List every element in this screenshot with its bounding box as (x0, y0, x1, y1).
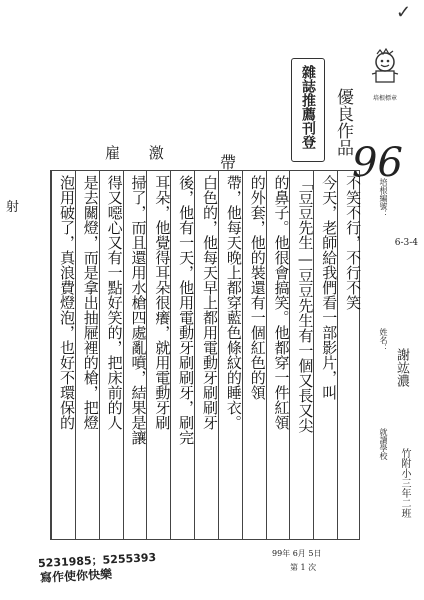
school-class-label: 就讀學校 (379, 428, 388, 460)
writing-grid (50, 170, 363, 540)
mascot-badge (358, 48, 412, 102)
grid-column (99, 171, 123, 539)
annotation-side-left: 射 (6, 200, 20, 215)
grid-column (266, 171, 290, 539)
grid-column (75, 171, 99, 539)
essay-grid-area (50, 170, 363, 540)
footer-date: 99年 6月 5日 (272, 549, 322, 558)
essay-column-text: 掃了，而且還用水槍四處亂噴，結果是讓 (129, 175, 148, 445)
grid-column (337, 171, 361, 539)
annotation-top-left: 雇 激 (105, 144, 176, 162)
grid-column (242, 171, 266, 539)
grid-column (146, 171, 170, 539)
essay-column-text: 泡用破了，真浪費燈泡，也好不環保的 (57, 175, 76, 430)
student-name-value: 謝竑濃 (394, 348, 409, 387)
annotation-top-mid: 帶 (220, 153, 237, 172)
grid-column (218, 171, 242, 539)
grid-column (170, 171, 194, 539)
school-code-label: 培根編號： (379, 178, 388, 218)
grid-column (313, 171, 337, 539)
essay-column-text: 耳朵，他覺得耳朵很癢，就用電動牙刷 (153, 175, 172, 430)
grade-score: 96 (352, 140, 403, 186)
essay-column-text: 後，他有一天，他用電動牙刷刷牙，刷完 (177, 175, 196, 445)
school-class-value: 竹附小三年二班 (399, 448, 410, 518)
student-info-panel (368, 178, 418, 558)
footer-phone: 5231985；5255393 (37, 550, 157, 571)
mascot-illustration-icon (358, 48, 412, 88)
grid-column (123, 171, 147, 539)
footer-attempt: 第 1 次 (290, 563, 317, 572)
essay-column-text: 今天，老師給我們看一部影片，叫 (320, 175, 339, 400)
publication-box (291, 58, 325, 162)
grid-column (289, 171, 313, 539)
essay-column-text: 帶，他每天晚上都穿藍色條紋的睡衣。 (224, 175, 243, 430)
student-name-label: 姓名： (379, 328, 388, 352)
essay-column-text: 「豆豆先生—豆豆先生有一個又長又尖 (296, 175, 315, 433)
school-code-value: 6-3-4 (394, 238, 418, 248)
mascot-caption: 培根標章 (372, 95, 397, 102)
corner-check-mark: ✓ (396, 2, 412, 23)
publication-recommendation-label: 雜誌推薦刊登 (300, 65, 316, 149)
essay-column-text: 的外套，他的裝還有一個紅色的領 (248, 175, 267, 400)
essay-column-text: 不笑不行，不行不笑 (344, 175, 363, 310)
essay-column-text: 白色的，他每天早上都用電動牙刷刷牙 (201, 175, 219, 430)
essay-column-text: 是去關燈，而是拿出抽屜裡的槍，把燈 (81, 175, 100, 430)
essay-column-text: 得又噁心又有一點好笑的，把床前的人 (105, 175, 124, 430)
excellent-work-label: 優良作品 (333, 88, 353, 156)
grid-column (194, 171, 218, 539)
footer-slogan: 寫作使你快樂 (39, 567, 113, 585)
grid-column (51, 171, 75, 539)
essay-column-text: 的鼻子。他很會搞笑。他都穿一件紅領 (272, 175, 291, 430)
